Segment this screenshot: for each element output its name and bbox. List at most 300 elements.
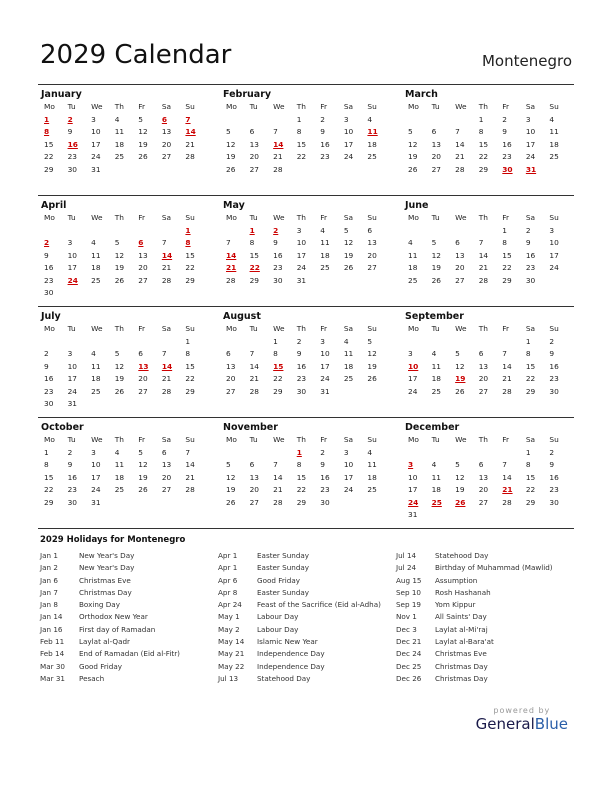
day-cell: 8 bbox=[249, 238, 255, 247]
week-row bbox=[41, 472, 206, 485]
holiday-name: End of Ramadan (Eid al-Fitr) bbox=[79, 649, 180, 659]
week-row bbox=[405, 373, 570, 386]
weekday-header bbox=[41, 434, 206, 447]
empty-cell bbox=[405, 447, 429, 460]
empty-cell bbox=[546, 164, 570, 177]
holiday-date: Dec 25 bbox=[396, 661, 422, 671]
month-name: April bbox=[41, 200, 67, 211]
day-cell: 1 bbox=[525, 336, 531, 346]
day-cell: 9 bbox=[549, 460, 555, 469]
empty-cell bbox=[317, 176, 341, 189]
weekday-label: Tu bbox=[249, 435, 258, 444]
day-cell: 1 bbox=[296, 114, 302, 124]
week-row bbox=[405, 164, 570, 177]
weekday-header bbox=[41, 323, 206, 336]
empty-cell bbox=[112, 287, 136, 300]
day-cell: 27 bbox=[478, 497, 489, 507]
day-cell: 27 bbox=[226, 386, 236, 396]
day-cell: 22 bbox=[185, 374, 195, 383]
weekday-label: Sa bbox=[343, 324, 354, 333]
day-cell: 22 bbox=[525, 374, 536, 383]
day-cell: 26 bbox=[226, 497, 236, 507]
empty-cell bbox=[405, 287, 429, 300]
week-row bbox=[405, 386, 570, 399]
empty-cell bbox=[405, 225, 429, 238]
week-row bbox=[41, 164, 206, 177]
holiday-date: Dec 24 bbox=[396, 649, 422, 659]
empty-cell bbox=[112, 176, 136, 189]
day-cell: 25 bbox=[408, 275, 418, 285]
empty-cell bbox=[452, 509, 476, 522]
calendar-row bbox=[38, 306, 574, 417]
day-cell: 28 bbox=[249, 386, 259, 396]
weekday-label: Sa bbox=[161, 213, 172, 222]
week-row bbox=[41, 361, 206, 374]
day-cell: 17 bbox=[525, 139, 536, 149]
weekday-label: We bbox=[455, 324, 467, 333]
holiday-item bbox=[218, 624, 396, 636]
day-cell: 21 bbox=[273, 485, 283, 494]
weekday-label: Mo bbox=[44, 324, 55, 333]
day-cell: 3 bbox=[320, 336, 325, 346]
day-cell: 18 bbox=[91, 263, 101, 272]
weekday-header bbox=[223, 101, 388, 114]
day-cell: 22 bbox=[273, 374, 283, 383]
weekday-label: We bbox=[273, 102, 285, 111]
holiday-name: Statehood Day bbox=[435, 551, 489, 560]
weekday-header bbox=[223, 323, 388, 336]
day-cell: 11 bbox=[549, 127, 559, 136]
day-cell: 27 bbox=[367, 263, 377, 272]
empty-cell bbox=[364, 164, 388, 177]
day-cell: 22 bbox=[478, 152, 489, 161]
brand-logo[interactable] bbox=[476, 706, 568, 733]
day-cell: 16 bbox=[525, 250, 536, 260]
empty-cell bbox=[159, 336, 183, 349]
holiday-day-cell: 14 bbox=[185, 127, 196, 136]
empty-cell bbox=[341, 275, 365, 288]
day-cell: 26 bbox=[138, 152, 148, 161]
day-cell: 5 bbox=[431, 238, 437, 247]
empty-cell bbox=[270, 398, 294, 411]
week-row bbox=[223, 287, 388, 300]
week-row bbox=[405, 176, 570, 189]
weekday-label: Su bbox=[185, 435, 195, 444]
holiday-name: Orthodox New Year bbox=[79, 612, 148, 622]
empty-cell bbox=[364, 176, 388, 189]
weekday-label: Fr bbox=[138, 324, 146, 333]
day-cell: 21 bbox=[249, 374, 259, 383]
day-cell: 8 bbox=[273, 349, 278, 358]
holidays-column bbox=[40, 550, 218, 685]
week-row bbox=[41, 497, 206, 510]
weekday-label: Fr bbox=[138, 102, 146, 111]
holiday-name: Christmas Eve bbox=[79, 575, 131, 585]
empty-cell bbox=[294, 287, 318, 300]
week-row bbox=[223, 373, 388, 386]
empty-cell bbox=[429, 447, 453, 460]
day-cell: 9 bbox=[273, 238, 278, 247]
day-cell: 29 bbox=[273, 386, 283, 396]
holiday-day-cell: 14 bbox=[161, 250, 173, 260]
day-cell: 3 bbox=[343, 447, 349, 457]
day-cell: 9 bbox=[320, 127, 325, 136]
day-cell: 9 bbox=[502, 127, 507, 136]
week-row bbox=[405, 472, 570, 485]
week-row bbox=[405, 139, 570, 152]
day-cell: 17 bbox=[408, 485, 418, 494]
weekday-label: Tu bbox=[67, 102, 76, 111]
holiday-date: Apr 1 bbox=[218, 551, 238, 560]
holiday-day-cell: 8 bbox=[185, 238, 191, 247]
day-cell: 20 bbox=[478, 485, 489, 494]
month-name: February bbox=[223, 89, 272, 100]
day-cell: 10 bbox=[525, 127, 536, 136]
holidays-column bbox=[218, 550, 396, 685]
day-cell: 14 bbox=[502, 361, 512, 371]
day-cell: 18 bbox=[91, 374, 101, 383]
weekday-label: Su bbox=[185, 324, 195, 333]
empty-cell bbox=[182, 509, 206, 522]
month-name: August bbox=[223, 311, 261, 322]
day-cell: 19 bbox=[226, 485, 236, 494]
day-cell: 13 bbox=[249, 139, 259, 149]
day-cell: 23 bbox=[549, 485, 559, 494]
empty-cell bbox=[270, 176, 294, 189]
empty-cell bbox=[223, 114, 247, 127]
weekday-header bbox=[405, 101, 570, 114]
holiday-date: Jul 24 bbox=[396, 563, 417, 573]
day-cell: 8 bbox=[478, 127, 484, 136]
weekday-label: Fr bbox=[502, 324, 510, 333]
weekday-label: Sa bbox=[525, 324, 536, 333]
calendar-grid bbox=[38, 84, 574, 529]
day-cell: 10 bbox=[91, 127, 101, 136]
month-name: May bbox=[223, 200, 245, 211]
empty-cell bbox=[476, 336, 500, 349]
day-cell: 30 bbox=[67, 497, 77, 507]
day-cell: 10 bbox=[343, 460, 354, 469]
empty-cell bbox=[135, 336, 159, 349]
weekday-label: We bbox=[91, 435, 103, 444]
holiday-name: Boxing Day bbox=[79, 600, 120, 610]
holiday-item bbox=[40, 611, 218, 623]
month-august bbox=[220, 307, 392, 417]
month-april bbox=[38, 196, 210, 306]
week-row bbox=[223, 484, 388, 497]
week-row bbox=[41, 484, 206, 497]
week-row bbox=[223, 386, 388, 399]
weekday-label: Su bbox=[549, 435, 559, 444]
day-cell: 30 bbox=[44, 288, 54, 297]
day-cell: 28 bbox=[226, 275, 236, 285]
day-cell: 4 bbox=[549, 114, 555, 124]
day-cell: 20 bbox=[249, 152, 259, 161]
week-row bbox=[41, 139, 206, 152]
empty-cell bbox=[182, 164, 206, 177]
holiday-item bbox=[218, 550, 396, 562]
weekday-label: We bbox=[273, 435, 285, 444]
holiday-name: Pesach bbox=[79, 673, 105, 683]
week-row bbox=[223, 472, 388, 485]
day-cell: 30 bbox=[549, 497, 559, 507]
day-cell: 17 bbox=[91, 472, 101, 482]
day-cell: 23 bbox=[296, 374, 307, 383]
day-cell: 17 bbox=[408, 374, 418, 383]
day-cell: 23 bbox=[44, 275, 54, 285]
holiday-item bbox=[40, 587, 218, 599]
country-name: Montenegro bbox=[481, 52, 572, 70]
holiday-item bbox=[40, 661, 218, 673]
week-row bbox=[405, 336, 570, 349]
weekday-label: Th bbox=[478, 213, 488, 222]
day-cell: 29 bbox=[502, 275, 512, 285]
empty-cell bbox=[182, 497, 206, 510]
day-cell: 16 bbox=[320, 139, 330, 149]
day-cell: 17 bbox=[549, 250, 559, 260]
empty-cell bbox=[247, 398, 271, 411]
week-row bbox=[405, 126, 570, 139]
week-row bbox=[405, 250, 570, 263]
empty-cell bbox=[112, 509, 136, 522]
day-cell: 27 bbox=[249, 497, 259, 507]
day-cell: 24 bbox=[320, 374, 330, 383]
week-row bbox=[41, 262, 206, 275]
day-cell: 10 bbox=[296, 238, 307, 247]
empty-cell bbox=[159, 509, 183, 522]
week-row bbox=[223, 398, 388, 411]
day-cell: 6 bbox=[249, 460, 255, 469]
holiday-item bbox=[396, 648, 574, 660]
empty-cell bbox=[341, 176, 365, 189]
empty-cell bbox=[247, 447, 271, 460]
holiday-item bbox=[218, 575, 396, 587]
empty-cell bbox=[135, 509, 159, 522]
day-cell: 20 bbox=[226, 374, 236, 383]
empty-cell bbox=[476, 176, 500, 189]
weekday-label: We bbox=[455, 213, 467, 222]
day-cell: 21 bbox=[185, 472, 195, 482]
page-title: 2029 Calendar bbox=[40, 40, 232, 70]
empty-cell bbox=[270, 287, 294, 300]
day-cell: 10 bbox=[67, 250, 77, 260]
weekday-header bbox=[405, 212, 570, 225]
holiday-date: Sep 19 bbox=[396, 600, 421, 610]
day-cell: 25 bbox=[114, 152, 125, 161]
day-cell: 20 bbox=[161, 472, 172, 482]
day-cell: 24 bbox=[549, 263, 559, 272]
day-cell: 7 bbox=[273, 127, 278, 136]
day-cell: 27 bbox=[161, 152, 172, 161]
month-october bbox=[38, 418, 210, 528]
holiday-day-cell: 2 bbox=[67, 114, 73, 124]
weekday-label: Mo bbox=[408, 102, 419, 111]
week-row bbox=[223, 139, 388, 152]
holiday-name: Islamic New Year bbox=[257, 637, 318, 647]
empty-cell bbox=[341, 386, 365, 399]
day-cell: 5 bbox=[138, 114, 143, 124]
empty-cell bbox=[41, 336, 65, 349]
empty-cell bbox=[41, 225, 65, 238]
weekday-label: We bbox=[455, 102, 467, 111]
week-row bbox=[223, 275, 388, 288]
holiday-date: Dec 3 bbox=[396, 624, 417, 634]
day-cell: 22 bbox=[502, 263, 512, 272]
empty-cell bbox=[452, 398, 476, 411]
week-row bbox=[41, 348, 206, 361]
holiday-day-cell: 26 bbox=[455, 497, 466, 507]
day-cell: 22 bbox=[296, 485, 307, 494]
day-cell: 10 bbox=[91, 460, 101, 469]
day-cell: 1 bbox=[44, 447, 49, 457]
day-cell: 21 bbox=[273, 152, 283, 161]
empty-cell bbox=[499, 509, 523, 522]
holiday-name: First day of Ramadan bbox=[79, 624, 156, 634]
empty-cell bbox=[341, 497, 365, 510]
empty-cell bbox=[159, 287, 183, 300]
weekday-label: Fr bbox=[320, 435, 328, 444]
week-row bbox=[41, 373, 206, 386]
day-cell: 3 bbox=[296, 225, 302, 235]
empty-cell bbox=[88, 287, 112, 300]
day-cell: 16 bbox=[67, 472, 77, 482]
weekday-label: Mo bbox=[44, 102, 55, 111]
day-cell: 13 bbox=[161, 127, 172, 136]
day-cell: 22 bbox=[185, 263, 195, 272]
empty-cell bbox=[429, 225, 453, 238]
empty-cell bbox=[294, 176, 318, 189]
empty-cell bbox=[405, 114, 429, 127]
weekday-label: Fr bbox=[138, 435, 146, 444]
holiday-date: Jul 14 bbox=[396, 551, 417, 560]
day-cell: 5 bbox=[226, 127, 231, 136]
holiday-item bbox=[396, 599, 574, 611]
day-cell: 25 bbox=[343, 374, 354, 383]
empty-cell bbox=[317, 509, 341, 522]
holiday-name: Good Friday bbox=[257, 575, 300, 585]
weekday-label: Su bbox=[367, 213, 377, 222]
empty-cell bbox=[364, 287, 388, 300]
weekday-label: Sa bbox=[525, 102, 536, 111]
holiday-date: May 21 bbox=[218, 649, 245, 659]
day-cell: 11 bbox=[114, 460, 125, 469]
holiday-day-cell: 7 bbox=[185, 114, 191, 124]
day-cell: 16 bbox=[296, 361, 307, 371]
weekday-label: Tu bbox=[249, 102, 258, 111]
day-cell: 31 bbox=[408, 510, 418, 519]
day-cell: 27 bbox=[249, 164, 259, 174]
weekday-label: Th bbox=[114, 102, 124, 111]
day-cell: 4 bbox=[114, 114, 120, 124]
week-row bbox=[405, 361, 570, 374]
empty-cell bbox=[159, 398, 183, 411]
empty-cell bbox=[294, 509, 318, 522]
day-cell: 12 bbox=[431, 250, 441, 260]
empty-cell bbox=[499, 336, 523, 349]
empty-cell bbox=[405, 336, 429, 349]
day-cell: 12 bbox=[138, 460, 148, 469]
weekday-label: Th bbox=[478, 102, 488, 111]
empty-cell bbox=[294, 164, 318, 177]
week-row bbox=[41, 336, 206, 349]
week-row bbox=[405, 151, 570, 164]
empty-cell bbox=[546, 176, 570, 189]
empty-cell bbox=[223, 287, 247, 300]
day-cell: 10 bbox=[408, 472, 418, 482]
weekday-label: Fr bbox=[320, 324, 328, 333]
week-row bbox=[41, 237, 206, 250]
month-name: July bbox=[41, 311, 61, 322]
day-cell: 1 bbox=[502, 225, 507, 235]
weekday-label: Mo bbox=[226, 324, 237, 333]
day-cell: 31 bbox=[67, 399, 77, 408]
holiday-item bbox=[396, 661, 574, 673]
month-name: November bbox=[223, 422, 278, 433]
weekday-label: Mo bbox=[44, 213, 55, 222]
weekday-header bbox=[41, 101, 206, 114]
empty-cell bbox=[546, 509, 570, 522]
day-cell: 26 bbox=[226, 164, 236, 174]
weekday-label: Th bbox=[296, 102, 306, 111]
day-cell: 23 bbox=[320, 152, 330, 161]
month-december bbox=[402, 418, 574, 528]
day-cell: 15 bbox=[185, 361, 195, 371]
day-cell: 31 bbox=[296, 275, 307, 285]
day-cell: 8 bbox=[44, 460, 49, 469]
holiday-date: Apr 8 bbox=[218, 587, 238, 597]
empty-cell bbox=[41, 509, 65, 522]
weekday-header bbox=[223, 434, 388, 447]
weekday-label: Fr bbox=[502, 435, 510, 444]
holiday-name: Rosh Hashanah bbox=[435, 587, 491, 597]
day-cell: 23 bbox=[320, 485, 330, 494]
day-cell: 6 bbox=[138, 349, 143, 358]
day-cell: 8 bbox=[525, 460, 531, 469]
holiday-name: Assumption bbox=[435, 575, 478, 585]
empty-cell bbox=[341, 164, 365, 177]
day-cell: 22 bbox=[44, 152, 54, 161]
holiday-name: Easter Sunday bbox=[257, 563, 310, 573]
empty-cell bbox=[88, 176, 112, 189]
weekday-label: Fr bbox=[320, 102, 328, 111]
day-cell: 17 bbox=[343, 472, 354, 482]
holiday-item bbox=[218, 587, 396, 599]
day-cell: 6 bbox=[478, 349, 484, 358]
day-cell: 27 bbox=[431, 164, 441, 174]
empty-cell bbox=[452, 336, 476, 349]
day-cell: 9 bbox=[67, 127, 73, 136]
day-cell: 5 bbox=[138, 447, 143, 457]
day-cell: 13 bbox=[455, 250, 465, 260]
day-cell: 21 bbox=[478, 263, 489, 272]
day-cell: 14 bbox=[185, 460, 195, 469]
week-row bbox=[41, 275, 206, 288]
day-cell: 18 bbox=[114, 139, 125, 149]
day-cell: 26 bbox=[431, 275, 441, 285]
holiday-date: Jan 7 bbox=[40, 587, 58, 597]
holiday-day-cell: 16 bbox=[67, 139, 78, 149]
day-cell: 13 bbox=[226, 361, 236, 371]
weekday-label: Sa bbox=[161, 435, 172, 444]
holiday-day-cell: 8 bbox=[44, 127, 50, 136]
holiday-item bbox=[396, 624, 574, 636]
month-july bbox=[38, 307, 210, 417]
day-cell: 29 bbox=[525, 497, 536, 507]
day-cell: 29 bbox=[185, 386, 195, 396]
empty-cell bbox=[452, 447, 476, 460]
empty-cell bbox=[135, 225, 159, 238]
month-may bbox=[220, 196, 392, 306]
